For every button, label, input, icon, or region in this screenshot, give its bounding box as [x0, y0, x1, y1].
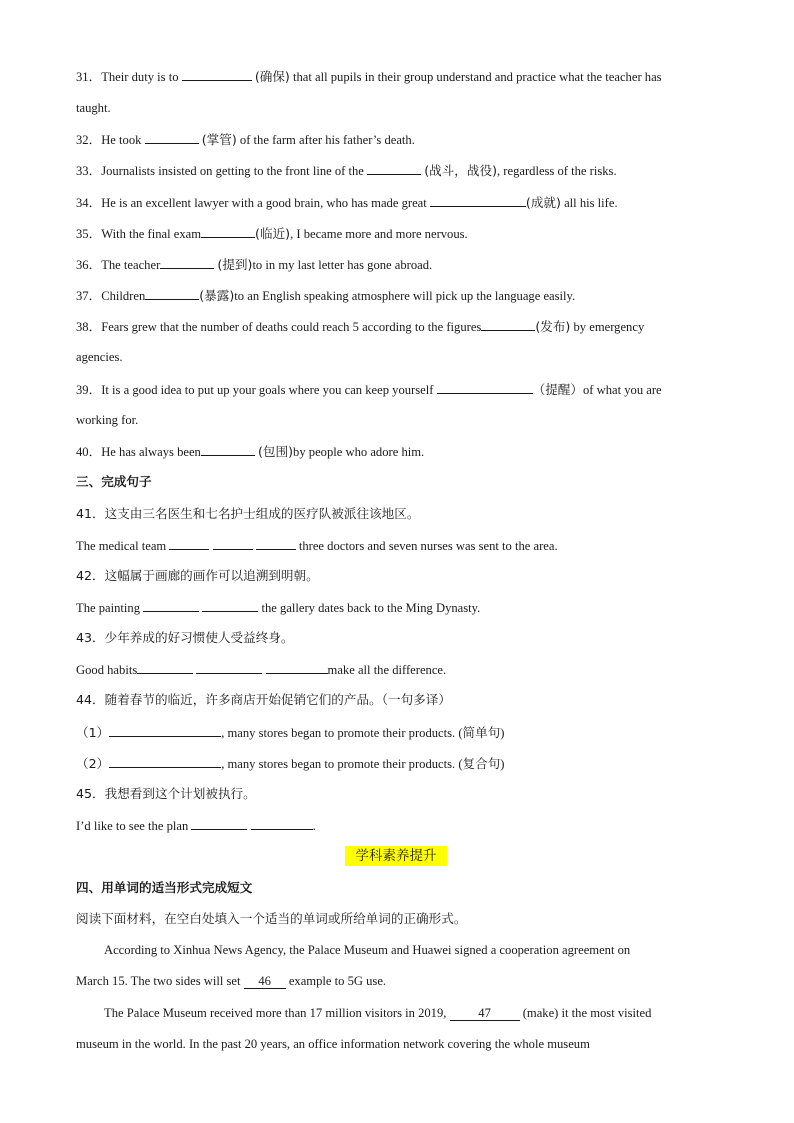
q42-text: The painting — [76, 601, 141, 615]
answer-blank[interactable] — [437, 381, 533, 394]
q39-text: 39．It is a good idea to put up your goals where you can keep yourself — [76, 383, 434, 397]
q31-text: 31．Their duty is to — [76, 70, 179, 84]
question-42 — [76, 599, 726, 616]
q35-text: 35．With the final exam — [76, 227, 202, 241]
question-44-prompt: 44．随着春节的临近，许多商店开始促销它们的产品。（一句多译） — [76, 692, 451, 707]
q39-text-post: of what you are — [582, 383, 662, 397]
question-32 — [76, 131, 726, 148]
q38-text: 38．Fears grew that the number of deaths could reach 5 according to the figures — [76, 320, 482, 334]
q31-text-post: that all pupils in their group understand and practice what the teacher has — [292, 70, 662, 84]
q37-text-post: to an English speaking atmosphere will pick up the language easily. — [234, 289, 576, 303]
question-39 — [76, 381, 726, 398]
answer-blank[interactable] — [145, 287, 199, 300]
question-41-prompt: 41．这支由三名医生和七名护士组成的医疗队被派往该地区。 — [76, 506, 420, 521]
answer-blank[interactable] — [213, 537, 253, 550]
answer-blank[interactable] — [256, 537, 296, 550]
q43-text-post: make all the difference. — [327, 663, 447, 677]
passage-text: example to 5G use. — [288, 974, 387, 988]
q41-text-post: three doctors and seven nurses was sent to the area. — [298, 539, 558, 553]
passage-text: March 15. The two sides will set — [76, 974, 241, 988]
answer-blank[interactable] — [201, 443, 255, 456]
answer-blank[interactable] — [251, 817, 313, 830]
q41-text: The medical team — [76, 539, 167, 553]
answer-blank[interactable] — [169, 537, 209, 550]
passage-line-1: According to Xinhua News Agency, the Palace Museum and Huawei signed a cooperation agreement on — [104, 943, 631, 957]
answer-blank[interactable] — [202, 599, 258, 612]
passage-line-2 — [76, 973, 726, 989]
question-38-cont: agencies. — [76, 350, 123, 364]
question-41 — [76, 537, 726, 554]
question-38 — [76, 318, 726, 335]
question-36 — [76, 256, 726, 273]
q37-hint: (暴露) — [199, 288, 235, 303]
q45-text-post: . — [312, 819, 316, 833]
answer-blank[interactable] — [201, 225, 255, 238]
question-39-cont: working for. — [76, 413, 139, 427]
question-43 — [76, 661, 726, 678]
answer-blank[interactable] — [145, 131, 199, 144]
passage-text: (make) it the most visited — [522, 1006, 652, 1020]
answer-blank[interactable] — [481, 318, 535, 331]
q36-text: 36．The teacher — [76, 258, 161, 272]
question-31-cont: taught. — [76, 101, 111, 115]
q44-opt1-label: （1） — [76, 725, 110, 740]
question-40 — [76, 443, 726, 460]
q33-text-post: , regardless of the risks. — [496, 164, 617, 178]
question-42-prompt: 42．这幅属于画廊的画作可以追溯到明朝。 — [76, 568, 319, 583]
q45-text: I’d like to see the plan — [76, 819, 189, 833]
answer-blank[interactable] — [137, 661, 193, 674]
passage-text: The Palace Museum received more than 17 million visitors in 2019, — [104, 1006, 447, 1020]
section-4-heading: 四、用单词的适当形式完成短文 — [76, 880, 253, 895]
passage-line-3 — [104, 1005, 754, 1021]
q36-hint: (提到) — [217, 257, 253, 272]
q32-hint: (掌管) — [201, 132, 237, 147]
question-33 — [76, 162, 726, 179]
q38-text-post: by emergency — [573, 320, 645, 334]
q35-hint: (临近) — [255, 226, 291, 241]
answer-blank[interactable] — [191, 817, 247, 830]
answer-blank[interactable] — [367, 162, 421, 175]
blank-47[interactable]: 47 — [450, 1006, 520, 1021]
question-43-prompt: 43．少年养成的好习惯使人受益终身。 — [76, 630, 294, 645]
q42-text-post: the gallery dates back to the Ming Dynasty. — [261, 601, 481, 615]
q35-text-post: , I became more and more nervous. — [290, 227, 468, 241]
q36-text-post: to in my last letter has gone abroad. — [252, 258, 433, 272]
q34-hint: (成就) — [525, 195, 561, 210]
q44-opt2-label: （2） — [76, 756, 110, 771]
q33-text: 33．Journalists insisted on getting to the front line of the — [76, 164, 364, 178]
q39-hint: （提醒） — [532, 382, 583, 397]
question-44-option-1 — [76, 724, 726, 741]
answer-blank[interactable] — [430, 194, 526, 207]
blank-46[interactable]: 46 — [244, 974, 286, 989]
question-35 — [76, 225, 726, 242]
question-45-prompt: 45．我想看到这个计划被执行。 — [76, 786, 256, 801]
answer-blank[interactable] — [196, 661, 262, 674]
section-3-heading: 三、完成句子 — [76, 474, 152, 489]
passage-line-4: museum in the world. In the past 20 years, an office information network covering the whole museum — [76, 1037, 590, 1051]
q37-text: 37．Children — [76, 289, 146, 303]
answer-blank[interactable] — [143, 599, 199, 612]
q34-text: 34．He is an excellent lawyer with a good brain, who has made great — [76, 196, 427, 210]
q40-text: 40．He has always been — [76, 445, 201, 459]
q32-text-post: of the farm after his father’s death. — [239, 133, 415, 147]
q44-opt2-text: , many stores began to promote their products. (复合句) — [221, 757, 505, 771]
question-45 — [76, 817, 726, 834]
q44-opt1-text: , many stores began to promote their products. (简单句) — [221, 726, 505, 740]
q43-text: Good habits — [76, 663, 138, 677]
answer-blank[interactable] — [109, 724, 221, 737]
answer-blank[interactable] — [182, 68, 252, 81]
question-44-option-2 — [76, 755, 726, 772]
q40-hint: (包围) — [258, 444, 294, 459]
q38-hint: (发布) — [535, 319, 571, 334]
q31-hint: (确保) — [254, 69, 290, 84]
q33-hint: (战斗，战役) — [424, 163, 497, 178]
question-34 — [76, 194, 726, 211]
section-4-instruction: 阅读下面材料，在空白处填入一个适当的单词或所给单词的正确形式。 — [76, 911, 467, 926]
question-31 — [76, 68, 726, 85]
q34-text-post: all his life. — [564, 196, 618, 210]
question-37 — [76, 287, 726, 304]
q40-text-post: by people who adore him. — [293, 445, 425, 459]
answer-blank[interactable] — [109, 755, 221, 768]
answer-blank[interactable] — [160, 256, 214, 269]
q32-text: 32．He took — [76, 133, 142, 147]
answer-blank[interactable] — [266, 661, 328, 674]
section-banner: 学科素养提升 — [345, 846, 447, 866]
